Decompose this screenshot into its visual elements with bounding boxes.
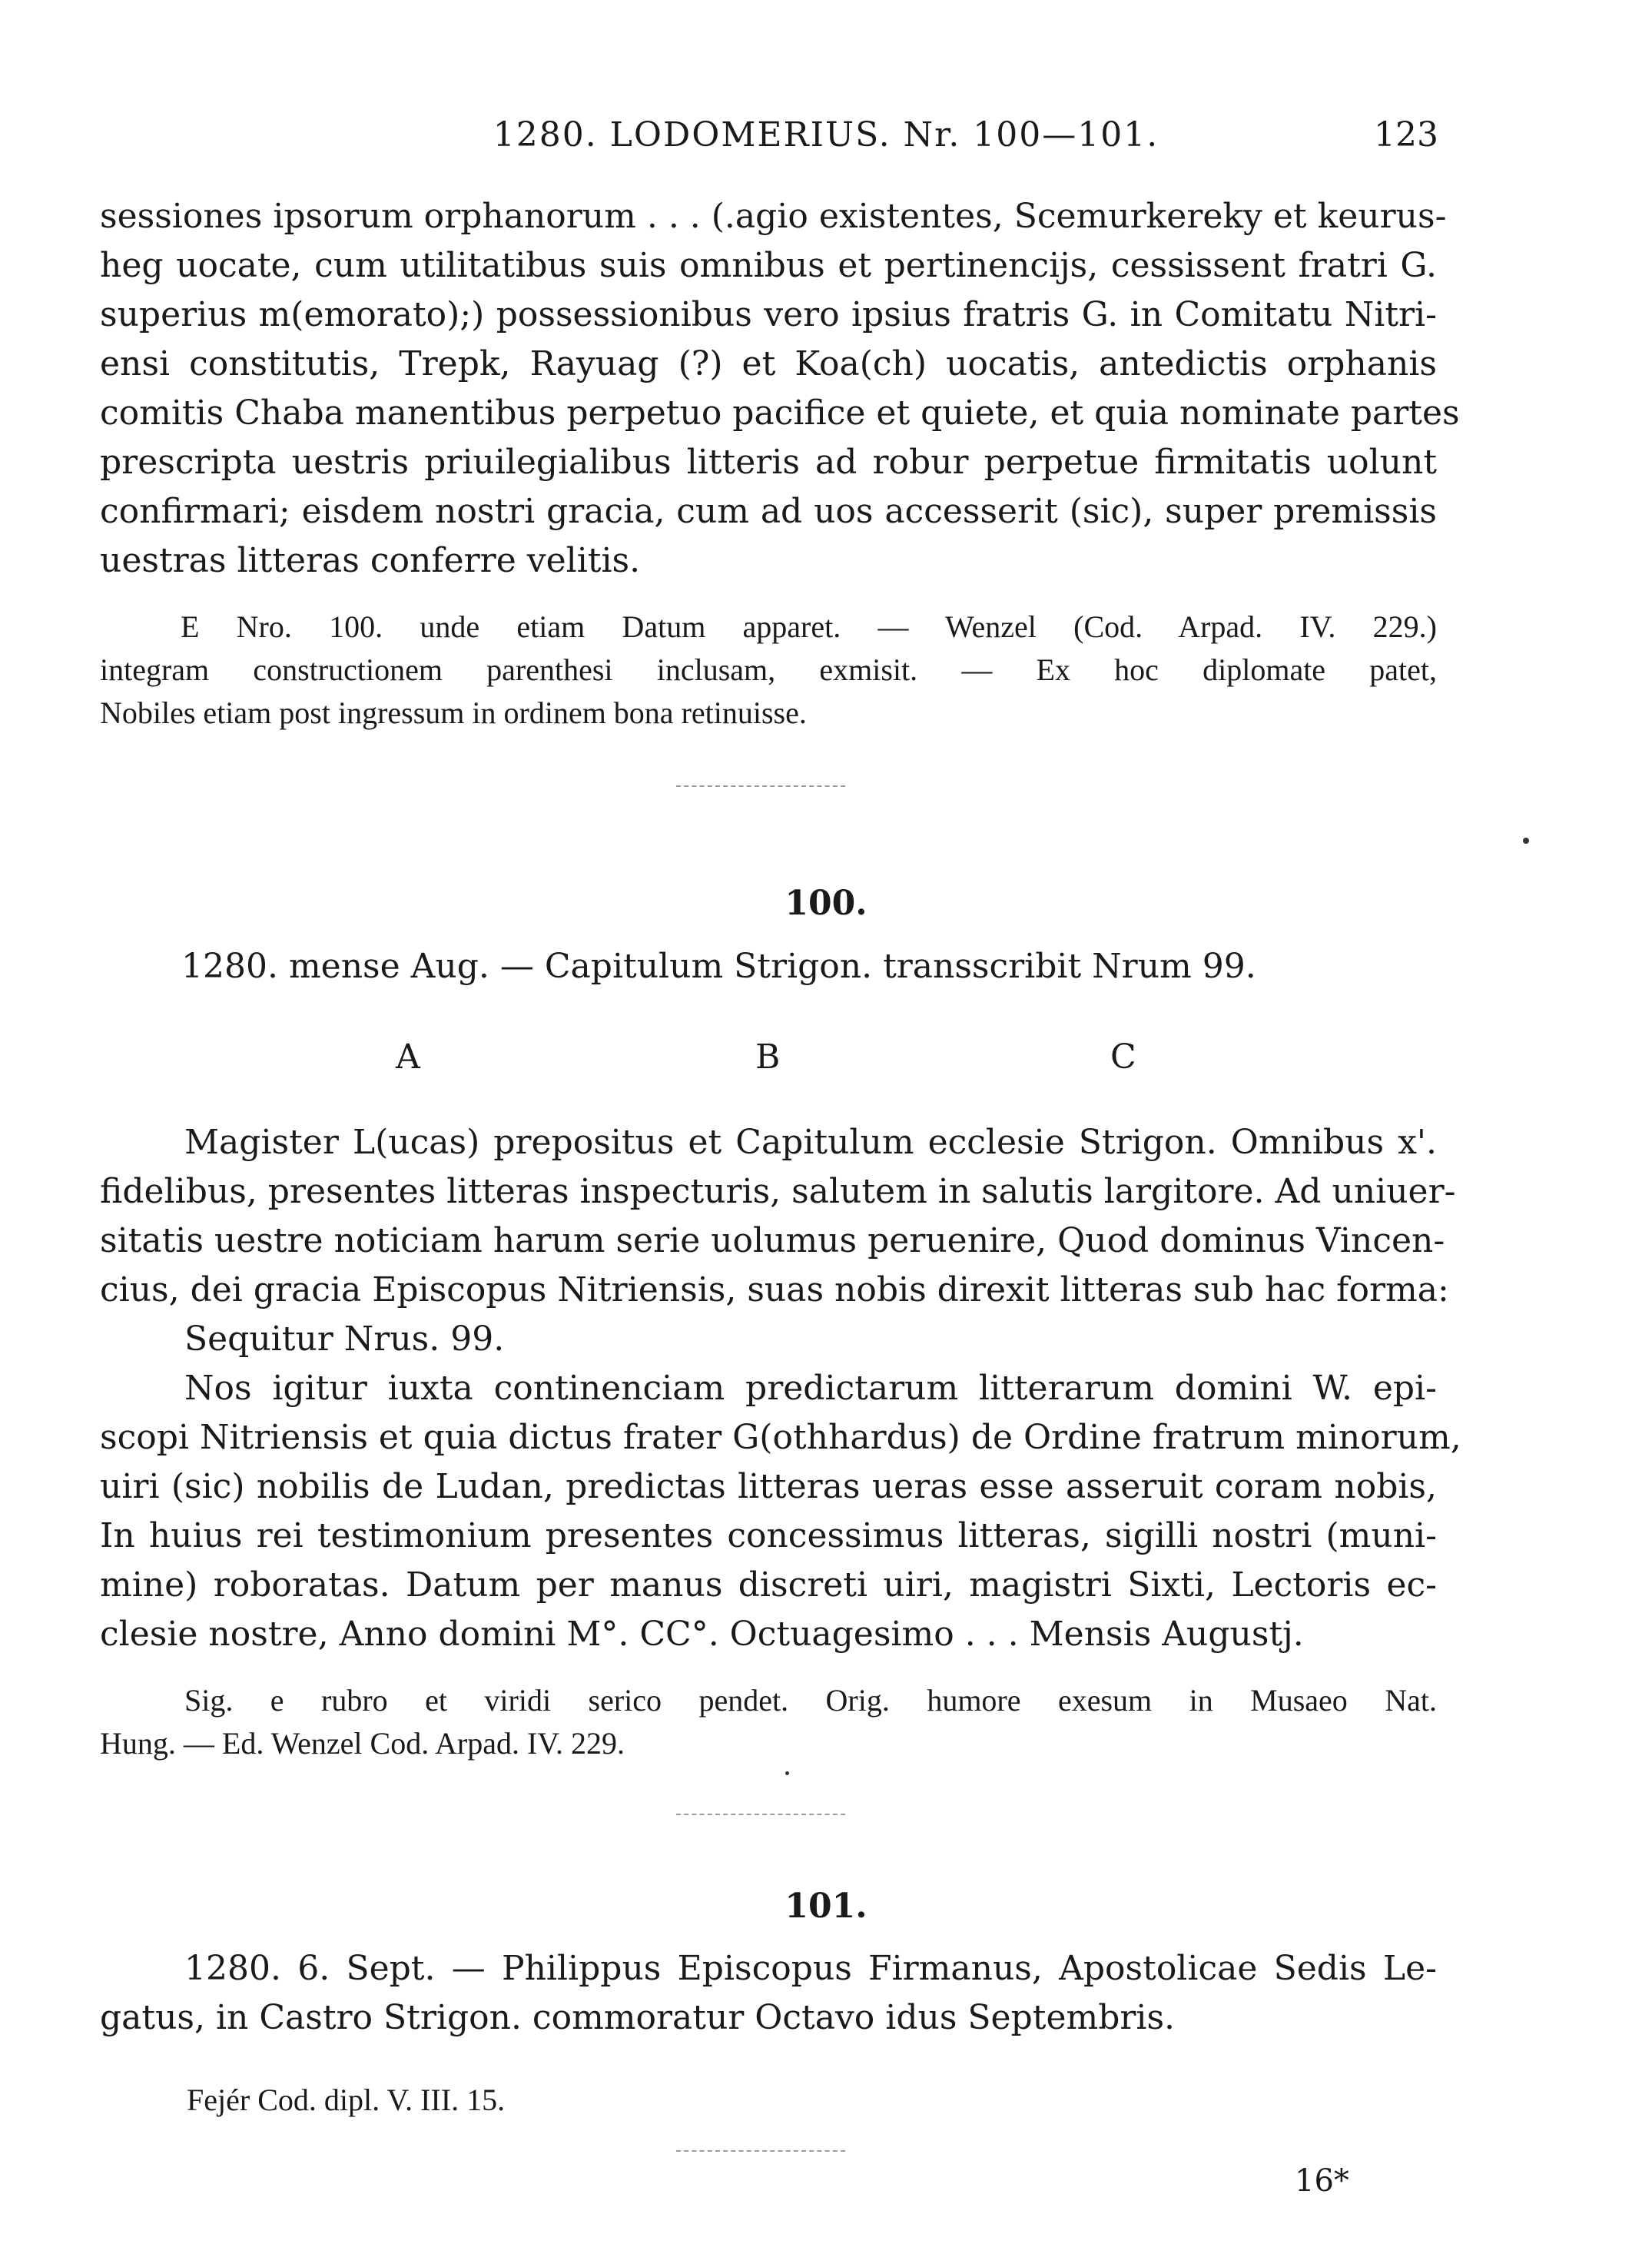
text-line: clesie nostre, Anno domini M°. CC°. Octuagesimo . . . Mensis Augustj. — [100, 1615, 1304, 1654]
note-line: Sig. e rubro et viridi serico pendet. Orig. humore exesum in Musaeo Nat. — [184, 1683, 1437, 1718]
text-line: gatus, in Castro Strigon. commoratur Octavo idus Septembris. — [100, 1998, 1176, 2037]
text-line: prescripta uestris priuilegialibus litteris ad robur perpetue firmitatis uolunt — [100, 443, 1437, 482]
document-number-101: 101. — [785, 1887, 867, 1926]
text-line: Sequitur Nrus. 99. — [184, 1319, 505, 1359]
document-summary-101 — [100, 1944, 1437, 2043]
text-line: uestras litteras conferre velitis. — [100, 541, 641, 580]
seal-note-100 — [100, 1679, 1437, 1765]
text-line: fidelibus, presentes litteras inspecturis, salutem in salutis largitore. Ad uniuer- — [100, 1172, 1456, 1211]
note-line: integram constructionem parenthesi inclusam, exmisit. — Ex hoc diplomate patet, — [100, 652, 1437, 687]
text-line: superius m(emorato);) possessionibus vero ipsius fratris G. in Comitatu Nitri- — [100, 295, 1437, 334]
text-line: Nos igitur iuxta continenciam predictarum litterarum domini W. epi- — [184, 1369, 1437, 1408]
manuscript-column-c: C — [1110, 1037, 1136, 1077]
text-line: sitatis uestre noticiam harum serie uolumus peruenire, Quod dominus Vincen- — [100, 1221, 1445, 1260]
text-line: 1280. 6. Sept. — Philippus Episcopus Firmanus, Apostolicae Sedis Le- — [184, 1949, 1437, 1988]
text-line: uiri (sic) nobilis de Ludan, predictas litteras ueras esse asseruit coram nobis, — [100, 1467, 1437, 1506]
text-line: sessiones ipsorum orphanorum . . . (.agio existentes, Scemurkereky et keurus- — [100, 197, 1447, 236]
section-divider — [676, 785, 845, 787]
text-line: comitis Chaba manentibus perpetuo pacifice et quiete, et quia nominate partes — [100, 393, 1460, 433]
text-line: heg uocate, cum utilitatibus suis omnibus et pertinencijs, cessissent fratri G. — [100, 246, 1437, 285]
ink-speck — [1523, 838, 1529, 844]
document-number-100: 100. — [785, 884, 867, 923]
text-line: scopi Nitriensis et quia dictus frater G(othhardus) de Ordine fratrum minorum, — [100, 1418, 1461, 1457]
manuscript-column-a: A — [396, 1037, 420, 1077]
charter-text-100 — [100, 1118, 1461, 1659]
continuation-paragraph — [100, 192, 1460, 586]
text-line: In huius rei testimonium presentes concessimus litteras, sigilli nostri (muni- — [100, 1516, 1437, 1555]
note-line: Hung. — Ed. Wenzel Cod. Arpad. IV. 229. — [100, 1726, 625, 1761]
section-divider — [676, 2150, 845, 2152]
section-divider — [676, 1814, 845, 1815]
page-number: 123 — [1374, 115, 1438, 154]
text-line: ensi constitutis, Trepk, Rayuag (?) et Koa(ch) uocatis, antedictis orphanis — [100, 344, 1437, 383]
running-header-title: 1280. LODOMERIUS. Nr. 100—101. — [493, 115, 1159, 154]
text-line: mine) roboratas. Datum per manus discreti uiri, magistri Sixti, Lectoris ec- — [100, 1565, 1437, 1605]
text-line: Magister L(ucas) prepositus et Capitulum ecclesie Strigon. Omnibus x'. — [184, 1123, 1437, 1162]
manuscript-column-b: B — [755, 1037, 781, 1077]
note-line: Nobiles etiam post ingressum in ordinem bona retinuisse. — [100, 695, 807, 730]
document-summary-100: 1280. mense Aug. — Capitulum Strigon. transscribit Nrum 99. — [181, 947, 1256, 986]
source-note-101: Fejér Cod. dipl. V. III. 15. — [187, 2083, 506, 2117]
signature-mark: 16* — [1295, 2163, 1349, 2199]
editorial-note — [100, 606, 1437, 735]
text-line: confirmari; eisdem nostri gracia, cum ad uos accesserit (sic), super premissis — [100, 492, 1437, 531]
note-line: E Nro. 100. unde etiam Datum apparet. — Wenzel (Cod. Arpad. IV. 229.) — [181, 609, 1437, 644]
ink-speck — [785, 1771, 789, 1775]
text-line: cius, dei gracia Episcopus Nitriensis, suas nobis direxit litteras sub hac forma: — [100, 1270, 1449, 1309]
